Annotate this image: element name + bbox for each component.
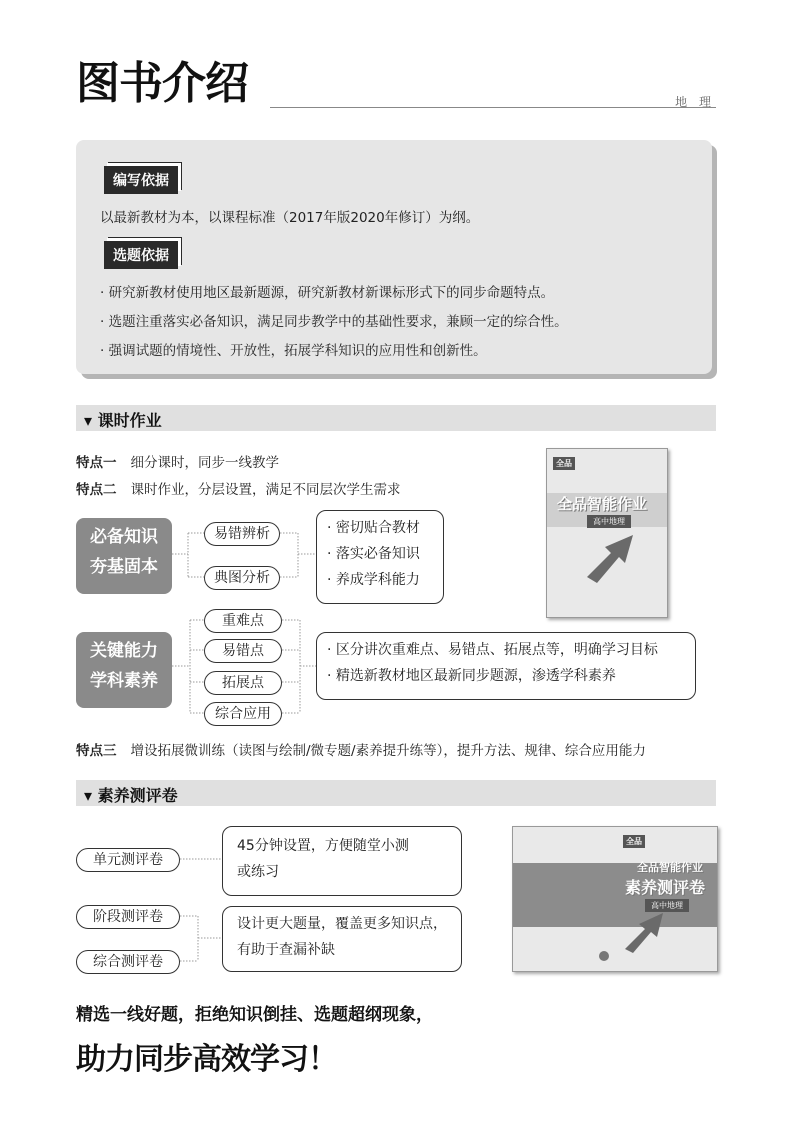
pill-jieduan: 阶段测评卷 (76, 905, 180, 929)
cover-title: 全品智能作业 (557, 495, 648, 513)
assessment-book-cover (512, 826, 718, 972)
group1-point: · 密切贴合教材 (327, 520, 420, 536)
group2-points-box (316, 632, 696, 700)
feature-1-text: 细分课时，同步一线教学 (130, 455, 279, 471)
feature-3-label: 特点三 (76, 743, 117, 759)
cover-subtitle: 高中地理 (587, 515, 631, 528)
subject-label: 地 理 (675, 95, 715, 109)
group2-title-line2: 学科素养 (90, 671, 158, 691)
group2-title-line1: 关键能力 (90, 641, 158, 661)
feature-1-label: 特点一 (76, 455, 117, 471)
pill-yicuo: 易错点 (204, 639, 282, 663)
selection-item: · 选题注重落实必备知识，满足同步教学中的基础性要求，兼顾一定的综合性。 (100, 314, 568, 330)
group1-title-box (76, 518, 172, 594)
cover2-logo: 全品 (623, 835, 645, 848)
cover2-subtitle: 高中地理 (645, 899, 689, 912)
cover2-title: 素养测评卷 (625, 878, 706, 897)
feature-2-text: 课时作业，分层设置，满足不同层次学生需求 (130, 482, 401, 498)
cover-logo: 全品 (553, 457, 575, 470)
group1-points-box (316, 510, 444, 604)
group1-title-line1: 必备知识 (90, 527, 158, 547)
page-title: 图书介绍 (76, 58, 248, 109)
assessment-box1-line: 或练习 (237, 864, 279, 880)
arrow-graphic-icon (621, 909, 671, 953)
assessment-box1-line: 45分钟设置，方便随堂小测 (237, 838, 409, 854)
homework-book-cover (546, 448, 668, 618)
slogan-line-1: 精选一线好题，拒绝知识倒挂、选题超纲现象， (76, 1005, 433, 1025)
assessment-section-bar (76, 780, 716, 806)
group2-title-box (76, 632, 172, 708)
group1-point: · 落实必备知识 (327, 546, 420, 562)
assessment-box-1 (222, 826, 462, 896)
basis-text: 以最新教材为本，以课程标准（2017年版2020年修订）为纲。 (100, 210, 480, 226)
feature-3 (76, 739, 646, 759)
pill-zonghe-ceping: 综合测评卷 (76, 950, 180, 974)
pill-tuozhan: 拓展点 (204, 671, 282, 695)
group1-point: · 养成学科能力 (327, 572, 420, 588)
feature-3-text: 增设拓展微训练（读图与绘制/微专题/素养提升练等），提升方法、规律、综合应用能力 (130, 743, 646, 759)
cover2-emblem-icon (599, 951, 609, 961)
slogan-line-2: 助力同步高效学习！ (76, 1042, 337, 1077)
assessment-box2-line: 设计更大题量，覆盖更多知识点， (237, 916, 447, 932)
assessment-box2-line: 有助于查漏补缺 (237, 942, 335, 958)
cover2-title-top: 全品智能作业 (637, 861, 703, 874)
feature-2-label: 特点二 (76, 482, 117, 498)
pill-zonghe: 综合应用 (204, 702, 282, 726)
selection-item: · 研究新教材使用地区最新题源，研究新教材新课标形式下的同步命题特点。 (100, 285, 555, 301)
assessment-box-2 (222, 906, 462, 972)
selection-item: · 强调试题的情境性、开放性，拓展学科知识的应用性和创新性。 (100, 343, 487, 359)
pill-diantu-fenxi: 典图分析 (204, 566, 280, 590)
basis-tag: 编写依据 (104, 166, 178, 194)
group2-point: · 精选新教材地区最新同步题源，渗透学科素养 (327, 668, 616, 684)
group1-title-line2: 夯基固本 (90, 557, 158, 577)
arrow-graphic-icon (581, 527, 641, 583)
selection-tag: 选题依据 (104, 241, 178, 269)
pill-yicuo-bianxi: 易错辨析 (204, 522, 280, 546)
group2-point: · 区分讲次重难点、易错点、拓展点等，明确学习目标 (327, 642, 658, 658)
pill-danyuan: 单元测评卷 (76, 848, 180, 872)
homework-section-title: ▾ 课时作业 (84, 411, 162, 430)
pill-zhongnan: 重难点 (204, 609, 282, 633)
assessment-section-title: ▾ 素养测评卷 (84, 786, 178, 805)
